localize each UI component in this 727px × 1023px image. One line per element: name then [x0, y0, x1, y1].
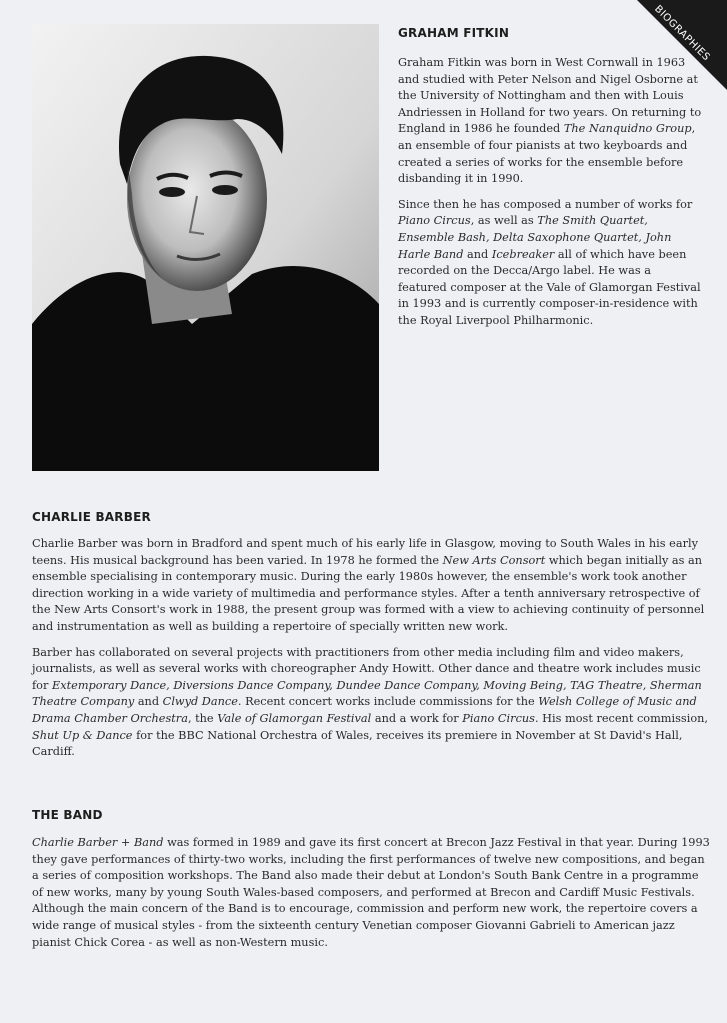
text-run: , as well as [470, 214, 538, 228]
text-run: , the [187, 711, 218, 725]
graham-fitkin-heading: GRAHAM FITKIN [398, 26, 510, 40]
text-run: , an ensemble of four pianists at two keyboards and created a series of works for the ensemble before disbanding it in 1990. [398, 122, 696, 186]
italic-text-run: Charlie Barber + Band [32, 836, 164, 849]
text-run: Graham Fitkin was born in West Cornwall in 1963 and studied with Peter Nelson and Nigel Osborne at the University of Nottingham and then with Louis Andriessen in Holland for two years. On returning to England in 1986 he founded [398, 56, 702, 136]
the-band-paragraph [32, 835, 712, 951]
text-run: Since then he has composed a number of works for [398, 197, 693, 211]
italic-text-run: Clwyd Dance [162, 695, 238, 709]
italic-text-run: Shut Up & Dance [32, 728, 133, 742]
italic-text-run: Vale of Glamorgan Festival [217, 711, 372, 725]
charlie-barber-paragraph [32, 645, 712, 761]
text-run: all of which have been recorded on the Decca/Argo label. He was a featured composer at the Vale of Glamorgan Festival in 1993 and is currently composer-in-residence with the Royal Liverpool Philharmonic. [398, 247, 701, 327]
italic-text-run: New Arts Consort [442, 553, 546, 567]
text-run: and [134, 695, 163, 709]
text-run: . Recent concert works include commissions for the [237, 695, 539, 709]
text-run: . His most recent commission, [534, 711, 709, 725]
italic-text-run: Icebreaker [491, 247, 555, 261]
section-corner-label: BIOGRAPHIES [652, 3, 712, 64]
italic-text-run: Welsh College of Music and Drama Chamber Orchestra [32, 695, 697, 725]
text-run: and [463, 247, 492, 261]
text-run: and a work for [371, 711, 463, 725]
graham-fitkin-section [398, 26, 702, 330]
graham-fitkin-paragraph [398, 197, 702, 330]
text-run: was formed in 1989 and gave its first concert at Brecon Jazz Festival in that year. During 1993 they gave performances of thirty-two works, including the first performances of twelve new compositions, and began a series of composition workshops. The Band also made their debut at London's South Bank Centre in a programme of new works, many by young South Wales-based composers, and performed at Brecon and Cardiff Music Festivals. Although the main concern of the Band is to encourage, commission and perform new work, the repertoire covers a wide range of musical styles - from the sixteenth century Venetian composer Giovanni Gabrieli to American jazz pianist Chick Corea - as well as non-Western music. [32, 836, 710, 949]
text-run: for the BBC National Orchestra of Wales, receives its premiere in November at St David's Hall, Cardiff. [32, 728, 683, 759]
text-run: Charlie Barber was born in Bradford and spent much of his early life in Glasgow, moving to South Wales in his early teens. His musical background has been varied. In 1978 he formed the [32, 537, 699, 567]
italic-text-run: Piano Circus [398, 214, 471, 228]
text-run: which began initially as an ensemble specialising in contemporary music. During the early 1980s however, the ensemble's work took another direction working in a wide variety of multimedia and performance styles. After a tenth anniversary retrospective of the New Arts Consort's work in 1988, the present group was formed with a view to achieving continuity of personnel and instrumentation as well as building a repertoire of specially written new work. [32, 553, 705, 633]
the-band-section [32, 808, 712, 951]
charlie-barber-paragraph [32, 536, 712, 636]
text-run: Barber has collaborated on several projects with practitioners from other media including film and video makers, journalists, as well as several works with choreographer Andy Howitt. Other dance and theatre work includes music for [32, 645, 701, 692]
charlie-barber-section [32, 510, 712, 761]
charlie-barber-heading: CHARLIE BARBER [32, 510, 151, 524]
portrait-photo [32, 24, 379, 471]
italic-text-run: Extemporary Dance, Diversions Dance Company, Dundee Dance Company, Moving Being, TAG Theatre, Sherman Theatre Company [32, 678, 702, 709]
italic-text-run: Piano Circus [462, 711, 535, 725]
italic-text-run: The Smith Quartet, Ensemble Bash, Delta Saxophone Quartet, John Harle Band [398, 214, 672, 261]
the-band-heading: THE BAND [32, 808, 103, 822]
italic-text-run: The Nanquidno Group [563, 122, 692, 136]
graham-fitkin-paragraph [398, 55, 702, 188]
